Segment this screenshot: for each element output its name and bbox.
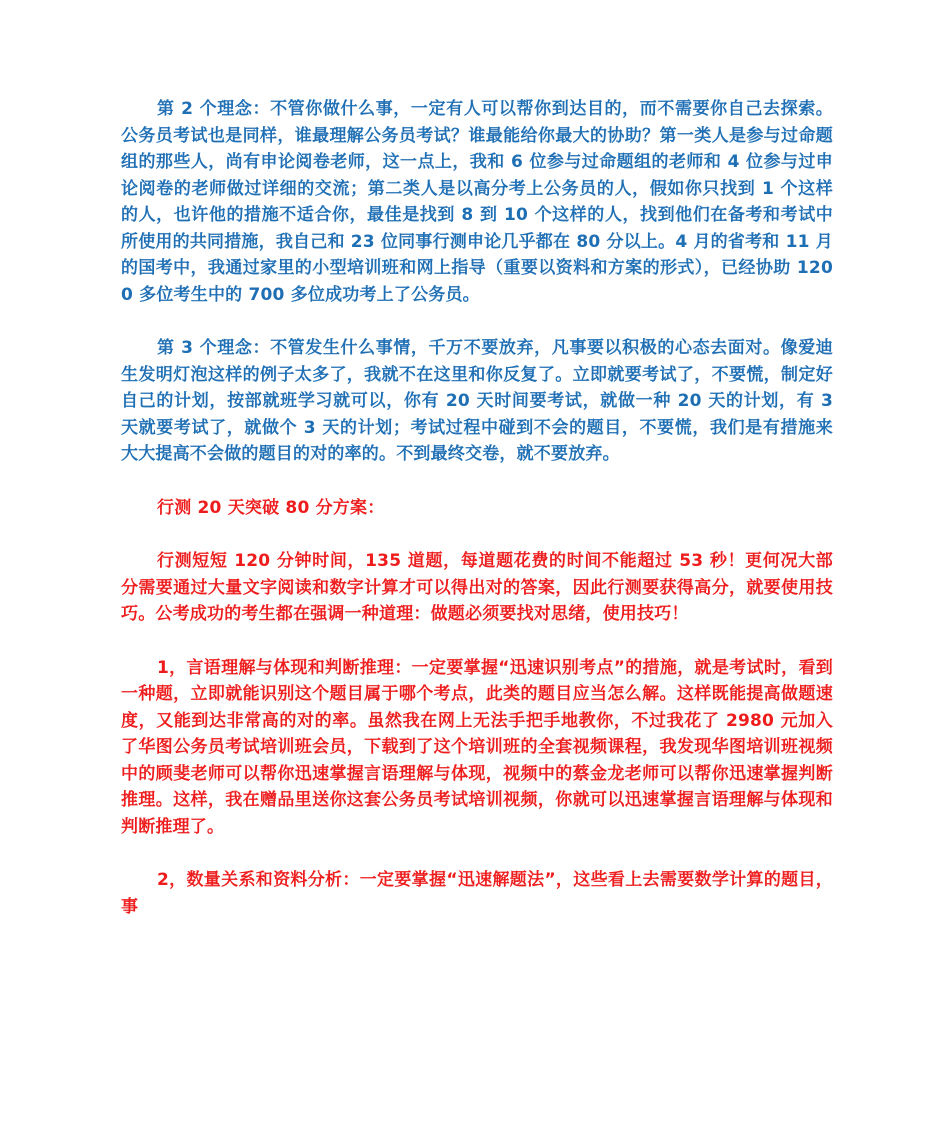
paragraph-plan-item-1: 1，言语理解与体现和判断推理：一定要掌握“迅速识别考点”的措施，就是考试时，看到一种题，立即就能识别这个题目属于哪个考点，此类的题目应当怎么解。这样既能提高做题速度，又能到达非常高的对的率。虽然我在网上无法手把手地教你，不过我花了 2980 元加入了华图公务员考试培训班会员，下载到了这个培训班的全套视频课程，我发现华图培训班视频中的顾斐老师可以帮你迅速掌握言语理解与体现，视频中的蔡金龙老师可以帮你迅速掌握判断推理。这样，我在赠品里送你这套公务员考试培训视频，你就可以迅速掌握言语理解与体现和判断推理了。 <box>121 657 833 837</box>
paragraph-plan-intro: 行测短短 120 分钟时间，135 道题，每道题花费的时间不能超过 53 秒！更何况大部分需要通过大量文字阅读和数字计算才可以得出对的答案，因此行测要获得高分，就要使用技巧。公考成功的考生都在强调一种道理：做题必须要找对思绪，使用技巧！ <box>121 551 833 624</box>
paragraph-principle-2: 第 2 个理念：不管你做什么事，一定有人可以帮你到达目的，而不需要你自己去探索。公务员考试也是同样，谁最理解公务员考试？谁最能给你最大的协助？第一类人是参与过命题组的那些人，尚有申论阅卷老师，这一点上，我和 6 位参与过命题组的老师和 4 位参与过申论阅卷的老师做过详细的交流；第二类人是以高分考上公务员的人，假如你只找到 1 个这样的人，也许他的措施不适合你，最佳是找到 8 到 10 个这样的人，找到他们在备考和考试中所使用的共同措施，我自己和 23 位同事行测申论几乎都在 80 分以上。4 月的省考和 11 月的国考中，我通过家里的小型培训班和网上指导（重要以资料和方案的形式），已经协助 1200 多位考生中的 700 多位成功考上了公务员。 <box>121 99 833 305</box>
section-heading-plan: 行测 20 天突破 80 分方案： <box>157 497 385 518</box>
document-body <box>121 96 833 920</box>
paragraph-principle-3: 第 3 个理念：不管发生什么事情，千万不要放弃，凡事要以积极的心态去面对。像爱迪生发明灯泡这样的例子太多了，我就不在这里和你反复了。立即就要考试了，不要慌，制定好自己的计划，按部就班学习就可以，你有 20 天时间要考试，就做一种 20 天的计划，有 3 天就要考试了，就做个 3 天的计划；考试过程中碰到不会的题目，不要慌，我们是有措施来大大提高不会做的题目的对的率的。不到最终交卷，就不要放弃。 <box>121 338 833 464</box>
paragraph-plan-item-2: 2，数量关系和资料分析：一定要掌握“迅速解题法”，这些看上去需要数学计算的题目，事 <box>121 870 833 917</box>
